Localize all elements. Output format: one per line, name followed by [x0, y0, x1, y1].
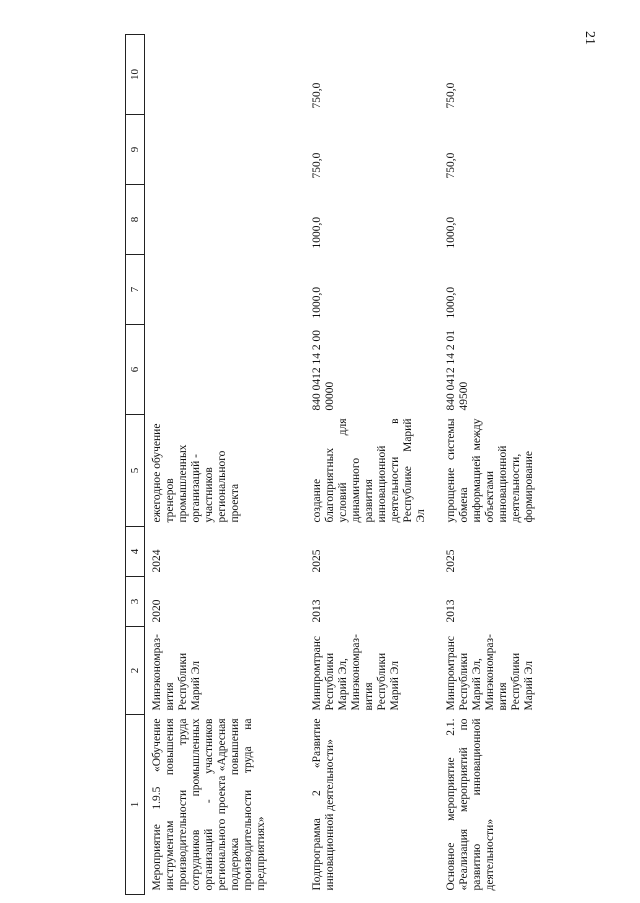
column-header-7: 7 [126, 255, 145, 325]
row-executor: Минэкономраз-вития Республики Марий Эл [151, 634, 202, 711]
row-result: упрощение системы обмена информацией между объектами инновационной деятельности, формирование [445, 418, 535, 523]
column-header-1: 1 [126, 715, 145, 895]
row-budget-code: 840 0412 14 2 00 00000 [311, 330, 336, 411]
column-number-row [126, 35, 145, 895]
program-table [125, 34, 549, 895]
row-start-year: 2013 [445, 599, 457, 623]
column-header-10: 10 [126, 35, 145, 115]
row-start-year: 2013 [311, 599, 323, 623]
row-value-8: 1000,0 [311, 216, 323, 249]
page-number: 21 [582, 31, 597, 45]
row-name: Подпрограмма 2 «Развитие инновационной деятельности» [311, 718, 336, 891]
row-value-8: 1000,0 [445, 216, 457, 249]
row-value-10 [145, 35, 306, 115]
column-header-4: 4 [126, 527, 145, 577]
row-value-8 [145, 185, 306, 255]
column-header-8: 8 [126, 185, 145, 255]
table-row [439, 35, 549, 895]
row-value-7 [145, 255, 306, 325]
row-executor: Минпромтранс Республики Марий Эл, Минэкономраз-вития Республики Марий Эл [445, 634, 535, 711]
row-name: Мероприятие 1.9.5 «Обучение инструментам повышения производительности труда сотрудников промышленных организаций - участников регионального проекта «Адресная поддержка повышения производительности труда на предприятиях» [151, 718, 267, 891]
table-row [145, 35, 306, 895]
column-header-2: 2 [126, 627, 145, 715]
row-value-7: 1000,0 [445, 286, 457, 319]
column-header-5: 5 [126, 415, 145, 527]
row-budget-code [145, 325, 306, 415]
column-header-9: 9 [126, 115, 145, 185]
row-name: Основное мероприятие 2.1. «Реализация мероприятий по развитию инновационной деятельности» [445, 718, 496, 891]
row-value-10: 750,0 [311, 82, 323, 109]
row-executor: Минпромтранс Республики Марий Эл, Минэкономраз-вития Республики Марий Эл [311, 634, 401, 711]
row-result: создание благоприятных условий для динамичного развития инновационной деятельности в Республике Марий Эл [311, 418, 427, 523]
rotated-table-container [125, 35, 615, 895]
row-end-year: 2025 [311, 549, 323, 573]
row-value-10: 750,0 [445, 82, 457, 109]
row-value-9: 750,0 [445, 152, 457, 179]
column-header-3: 3 [126, 577, 145, 627]
row-value-9: 750,0 [311, 152, 323, 179]
row-start-year: 2020 [151, 599, 163, 623]
row-result: ежегодное обучение тренеров промышленных организаций - участников регионального проекта [151, 423, 241, 523]
row-value-9 [145, 115, 306, 185]
column-header-6: 6 [126, 325, 145, 415]
row-budget-code: 840 0412 14 2 01 49500 [445, 330, 470, 411]
table-row [305, 35, 439, 895]
row-end-year: 2024 [151, 549, 163, 573]
row-value-7: 1000,0 [311, 286, 323, 319]
row-end-year: 2025 [445, 549, 457, 573]
